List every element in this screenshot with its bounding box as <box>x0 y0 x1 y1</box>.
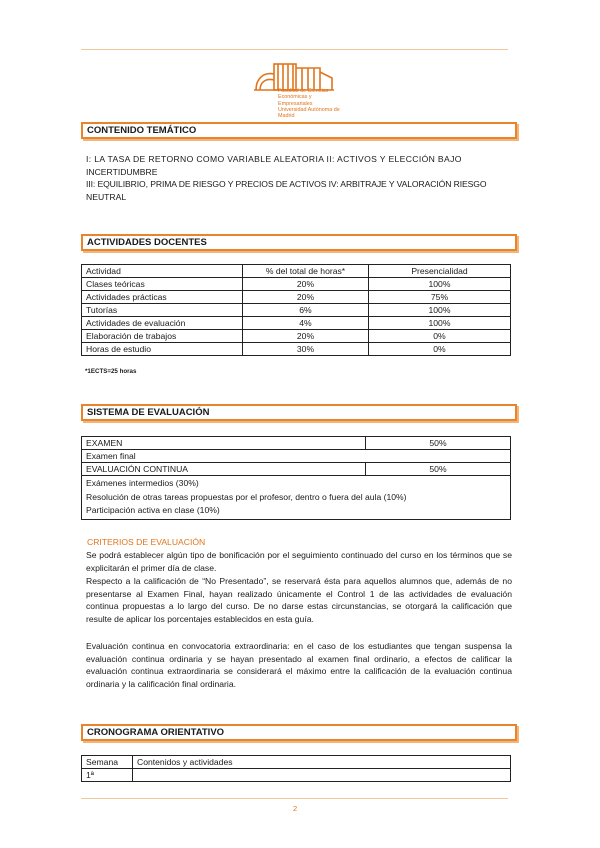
table-cell: Horas de estudio <box>82 343 243 356</box>
table-row <box>82 278 511 291</box>
criterios-paragraph: Se podrá establecer algún tipo de bonificación por el seguimiento continuado del curso en los términos que se explicitarán el primer día de clase. <box>86 550 512 573</box>
table-cell: 75% <box>369 291 511 304</box>
table-cell <box>133 769 511 782</box>
table-header-cell: Actividad <box>82 265 243 278</box>
table-cell: 100% <box>369 278 511 291</box>
table-header-cell: Contenidos y actividades <box>133 756 511 769</box>
table-cell: 4% <box>243 317 369 330</box>
page-number: 2 <box>293 804 298 813</box>
table-row <box>82 769 511 782</box>
contenido-line: I: LA TASA DE RETORNO COMO VARIABLE ALEATORIA II: ACTIVOS Y ELECCIÓN BAJO <box>86 154 462 164</box>
table-row <box>82 304 511 317</box>
contenido-tematico-text <box>86 153 516 203</box>
table-cell: Actividades prácticas <box>82 291 243 304</box>
table-cell: 1ª <box>82 769 133 782</box>
ects-note: *1ECTS=25 horas <box>85 368 137 375</box>
table-row <box>82 450 511 463</box>
actividades-table <box>81 264 511 356</box>
table-header-cell: Semana <box>82 756 133 769</box>
table-cell: 30% <box>243 343 369 356</box>
table-header-cell: % del total de horas* <box>243 265 369 278</box>
contenido-line: III: EQUILIBRIO, PRIMA DE RIESGO Y PRECIOS DE ACTIVOS IV: ARBITRAJE Y VALORACIÓN RIESGO <box>86 179 487 190</box>
list-item: Participación activa en clase (10%) <box>86 505 220 515</box>
table-cell: 0% <box>369 330 511 343</box>
table-cell: Elaboración de trabajos <box>82 330 243 343</box>
table-cell: 0% <box>369 343 511 356</box>
section-heading-cronograma: CRONOGRAMA ORIENTATIVO <box>81 724 517 741</box>
header-rule <box>81 49 508 50</box>
evaluacion-table <box>81 436 511 520</box>
criterios-paragraph: Evaluación continua en convocatoria extraordinaria: en el caso de los estudiantes que tengan suspensa la evaluación continua ordinaria y se hayan presentado al examen final ordinario, a efectos de calificar la evaluación continua extraordinaria se considerará el máximo entre la calificación de la evaluación continua ordinaria y la calificación final ordinaria. <box>86 641 512 689</box>
footer-rule <box>81 798 508 799</box>
list-item: Resolución de otras tareas propuestas por el profesor, dentro o fuera del aula (10%) <box>86 491 407 502</box>
logo-text: Facultad de Ciencias Económicas y Empresariales Universidad Autónoma de Madrid <box>278 88 340 120</box>
continua-label: EVALUACIÓN CONTINUA <box>82 463 366 476</box>
table-cell: Clases teóricas <box>82 278 243 291</box>
table-row <box>82 463 511 476</box>
table-row <box>82 437 511 450</box>
table-cell: 20% <box>243 291 369 304</box>
table-row <box>82 291 511 304</box>
continua-items-cell <box>82 476 511 520</box>
list-item: Exámenes intermedios (30%) <box>86 478 199 488</box>
contenido-line: NEUTRAL <box>86 191 127 202</box>
section-heading-evaluacion: SISTEMA DE EVALUACIÓN <box>81 404 517 421</box>
contenido-line: INCERTIDUMBRE <box>86 166 158 177</box>
section-heading-contenido: CONTENIDO TEMÁTICO <box>81 122 517 139</box>
table-cell: 100% <box>369 304 511 317</box>
continua-percentage: 50% <box>366 463 511 476</box>
table-row <box>82 343 511 356</box>
table-header-cell: Presencialidad <box>369 265 511 278</box>
criterios-paragraph: Respecto a la calificación de “No Presentado”, se reservará ésta para aquellos alumnos que, además de no presentarse al Examen Final, hayan realizado únicamente el Control 1 de las actividades de evaluación continua propuestas a lo largo del curso. De no darse estas circunstancias, se otorgará la calificación que resulte de aplicar los porcentajes establecidos en esta guía. <box>86 576 512 624</box>
criterios-title: CRITERIOS DE EVALUACIÓN <box>87 537 206 547</box>
table-header-row <box>82 265 511 278</box>
section-heading-actividades: ACTIVIDADES DOCENTES <box>81 234 517 251</box>
table-cell: 20% <box>243 330 369 343</box>
table-cell: 6% <box>243 304 369 317</box>
table-header-row <box>82 756 511 769</box>
table-cell: 20% <box>243 278 369 291</box>
table-row <box>82 330 511 343</box>
examen-label: EXAMEN <box>82 437 366 450</box>
examen-final: Examen final <box>82 450 511 463</box>
cronograma-table <box>81 755 511 782</box>
table-row <box>82 317 511 330</box>
examen-percentage: 50% <box>366 437 511 450</box>
table-cell: 100% <box>369 317 511 330</box>
table-row <box>82 476 511 520</box>
table-cell: Actividades de evaluación <box>82 317 243 330</box>
table-cell: Tutorías <box>82 304 243 317</box>
